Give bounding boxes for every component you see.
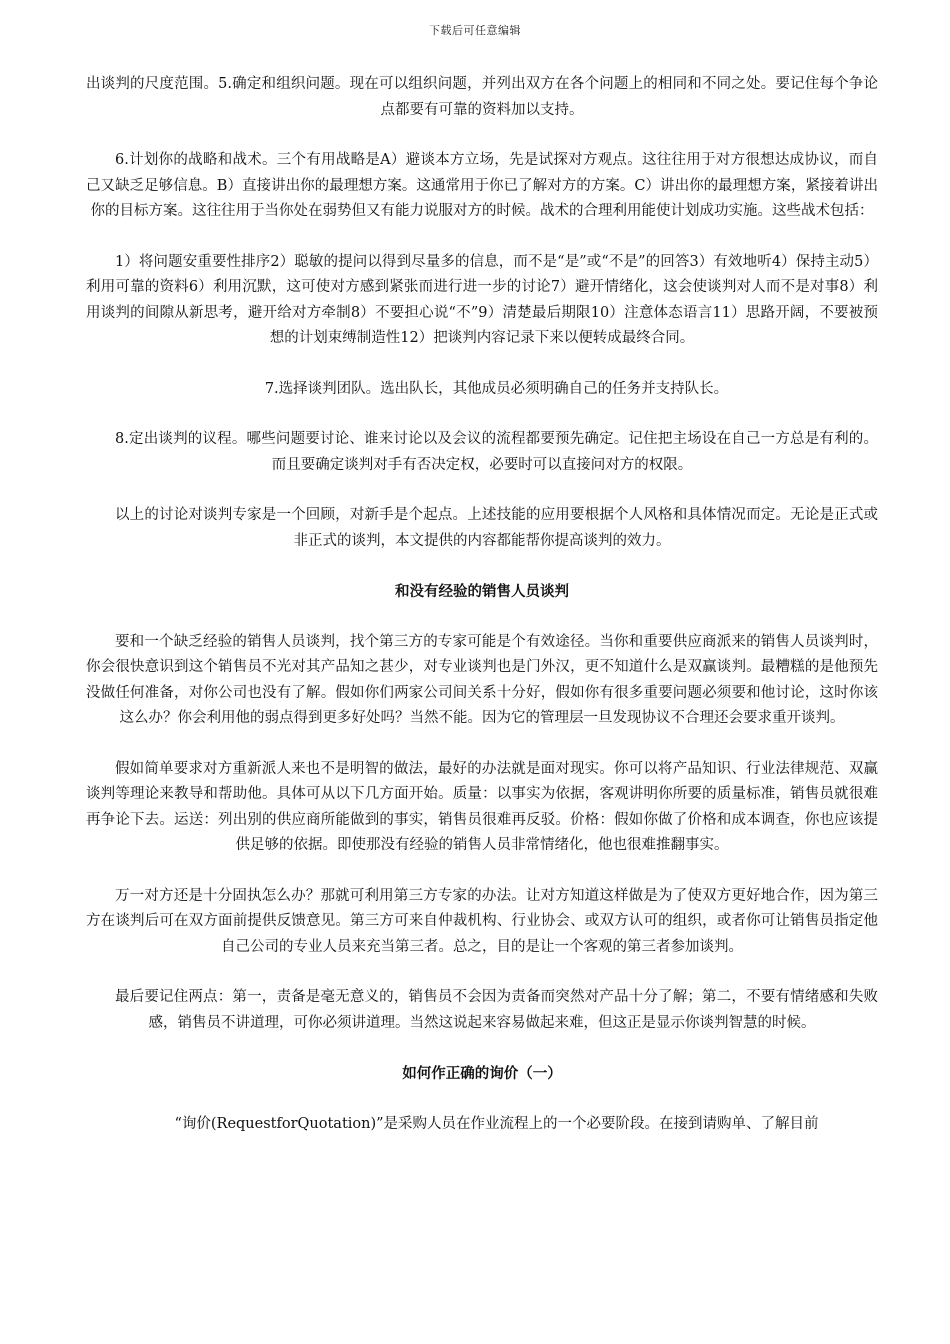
paragraph-strategy-tactics: 6.计划你的战略和战术。三个有用战略是A）避谈本方立场，先是试探对方观点。这往往用于对方很想达成协议，而自己又缺乏足够信息。B）直接讲出你的最理想方案。这通常用于你已了解对方的方案。C）讲出你的最理想方案，紧接着讲出你的目标方案。这往往用于当你处在弱势但又有能力说服对方的时候。战术的合理利用能使计划成功实施。这些战术包括：	[86, 152, 878, 219]
paragraph-tactics-list: 1）将问题安重要性排序2）聪敏的提问以得到尽量多的信息，而不是“是”或“不是”的回答3）有效地听4）保持主动5）利用可靠的资料6）利用沉默，这可使对方感到紧张而进行进一步的讨论7）避开情绪化，这会使谈判对人而不是对事8）利用谈判的间隙从新思考，避开给对方牵制8）不要担心说“不”9）清楚最后期限10）注意体态语言11）思路开阔，不要被预想的计划束缚制造性12）把谈判内容记录下来以便转成最终合同。	[86, 253, 878, 346]
paragraph-choose-team: 7.选择谈判团队。选出队长，其他成员必须明确自己的任务并支持队长。	[264, 380, 729, 397]
paragraph-rfq-intro: “询价(RequestforQuotation)”是采购人员在作业流程上的一个必要阶段。在接到请购单、了解目前	[174, 1115, 819, 1132]
paragraph-negotiation-scope: 出谈判的尺度范围。5.确定和组织问题。现在可以组织问题，并列出双方在各个问题上的相同和不同之处。要记住每个争论点都要有可靠的资料加以支持。	[86, 76, 878, 118]
page-header: 下载后可任意编辑	[429, 24, 521, 37]
section-heading-inquiry: 如何作正确的询价（一）	[402, 1065, 562, 1082]
paragraph-summary: 以上的讨论对谈判专家是一个回顾，对新手是个起点。上述技能的应用要根据个人风格和具体情况而定。无论是正式或非正式的谈判，本文提供的内容都能帮你提高谈判的效力。	[115, 507, 878, 549]
paragraph-third-party-expert: 要和一个缺乏经验的销售人员谈判，找个第三方的专家可能是个有效途径。当你和重要供应商派来的销售人员谈判时，你会很快意识到这个销售员不光对其产品知之甚少，对专业谈判也是门外汉，更不知道什么是双赢谈判。最糟糕的是他预先没做任何准备，对你公司也没有了解。假如你们两家公司间关系十分好，假如你有很多重要问题必须要和他讨论，这时你该这么办？你会利用他的弱点得到更多好处吗？当然不能。因为它的管理层一旦发现协议不合理还会要求重开谈判。	[86, 633, 878, 726]
paragraph-stubborn-counterpart: 万一对方还是十分固执怎么办？那就可利用第三方专家的办法。让对方知道这样做是为了使双方更好地合作，因为第三方在谈判后可在双方面前提供反馈意见。第三方可来自仲裁机构、行业协会、或双方认可的组织，或者你可让销售员指定他自己公司的专业人员来充当第三者。总之，目的是让一个客观的第三者参加谈判。	[86, 887, 878, 955]
section-heading-inexperienced-sales: 和没有经验的销售人员谈判	[395, 583, 569, 600]
paragraph-two-points: 最后要记住两点：第一，责备是毫无意义的，销售员不会因为责备而突然对产品十分了解；第二，不要有情绪感和失败感，销售员不讲道理，可你必须讲道理。当然这说起来容易做起来难，但这正是显示你谈判智慧的时候。	[115, 989, 878, 1031]
document-body	[86, 72, 878, 1162]
paragraph-face-reality: 假如简单要求对方重新派人来也不是明智的做法，最好的办法就是面对现实。你可以将产品知识、行业法律规范、双赢谈判等理论来教导和帮助他。具体可从以下几方面开始。质量：以事实为依据，客观讲明你所要的质量标准，销售员就很难再争论下去。运送：列出别的供应商所能做到的事实，销售员很难再反驳。价格：假如你做了价格和成本调查，你也应该提供足够的依据。即使那没有经验的销售人员非常情绪化，他也很难推翻事实。	[86, 760, 878, 853]
paragraph-set-agenda: 8.定出谈判的议程。哪些问题要讨论、谁来讨论以及会议的流程都要预先确定。记住把主场设在自己一方总是有利的。而且要确定谈判对手有否决定权，必要时可以直接问对方的权限。	[115, 431, 878, 473]
